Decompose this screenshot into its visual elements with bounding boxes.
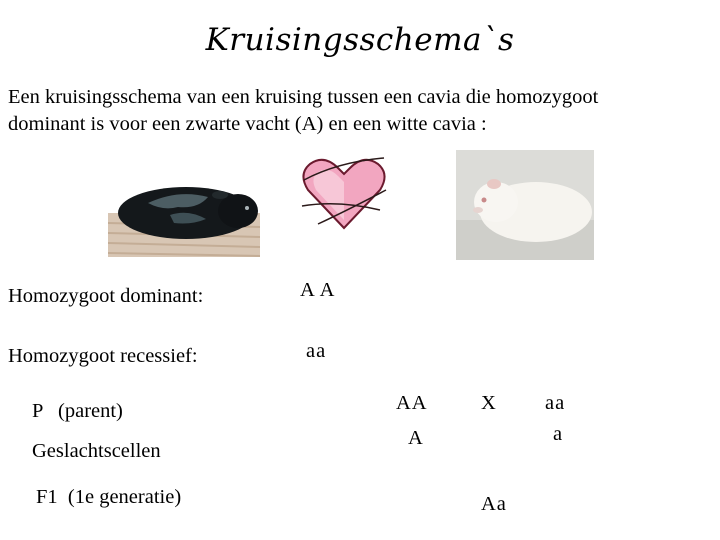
white-guinea-pig-image bbox=[456, 150, 594, 260]
gamete-left: A bbox=[408, 427, 424, 449]
heart-image bbox=[298, 150, 390, 232]
black-guinea-pig-image bbox=[108, 167, 260, 257]
parent-left-genotype: AA bbox=[396, 392, 428, 414]
f1-genotype: Aa bbox=[481, 493, 507, 515]
homozygous-recessive-genotype: aa bbox=[306, 340, 327, 362]
parent-right-genotype: aa bbox=[545, 392, 566, 414]
intro-text: Een kruisingsschema van een kruising tussen een cavia die homozygoot dominant is voor een zwarte vacht (A) en een witte cavia : bbox=[8, 86, 599, 135]
f1-label: F1 (1e generatie) bbox=[36, 486, 182, 508]
parent-label: P (parent) bbox=[32, 400, 123, 422]
gamete-right: a bbox=[553, 423, 564, 445]
gametes-label: Geslachtscellen bbox=[32, 440, 161, 462]
homozygous-recessive-label: Homozygoot recessief: bbox=[8, 345, 198, 367]
cross-symbol: X bbox=[481, 392, 497, 414]
homozygous-dominant-label: Homozygoot dominant: bbox=[8, 285, 204, 307]
slide-title: Kruisingsschema`s bbox=[205, 22, 515, 58]
homozygous-dominant-genotype: A A bbox=[300, 279, 336, 301]
